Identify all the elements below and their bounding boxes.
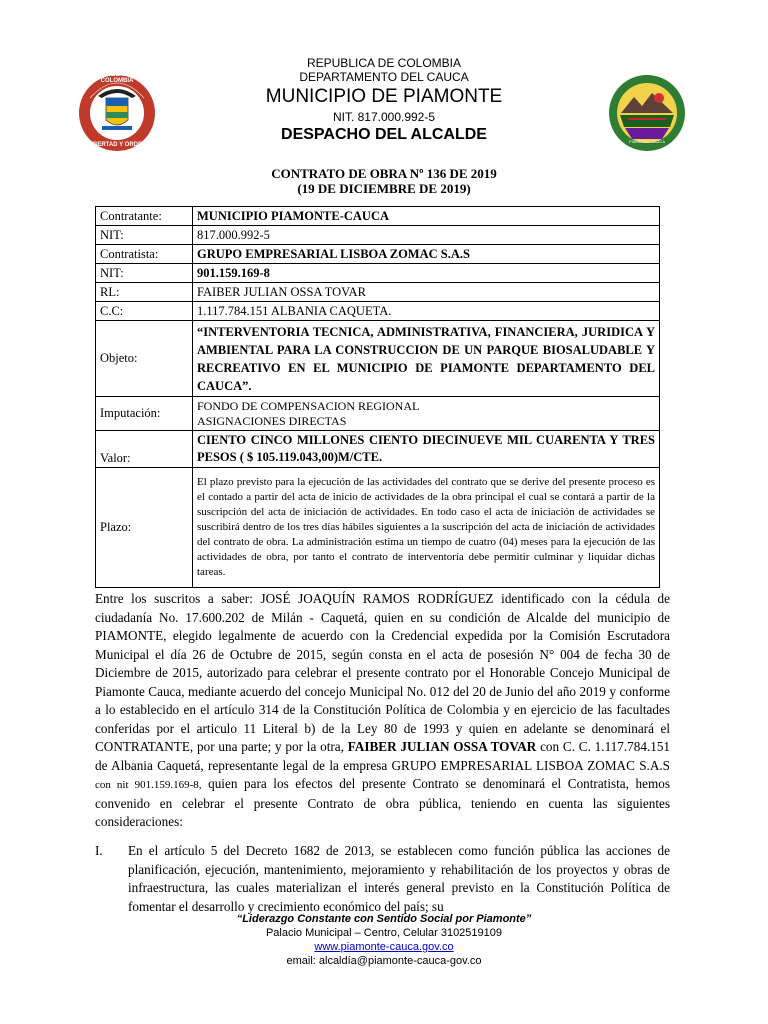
- body-text-part: con C. C. 1.117.784.151 de Albania Caquetá, representante legal de la empresa GRUPO EMPRESARIAL LISBOA ZOMAC S.A.S: [95, 739, 671, 773]
- table-label: Contratante:: [96, 207, 193, 226]
- table-label: Imputación:: [96, 397, 193, 431]
- table-value: 817.000.992-5: [193, 226, 660, 245]
- table-row: [96, 207, 660, 226]
- contract-date: (19 DE DICIEMBRE DE 2019): [297, 181, 471, 196]
- header-country: REPUBLICA DE COLOMBIA: [306, 56, 462, 70]
- table-value: 901.159.169-8: [193, 264, 660, 283]
- consideracion-item: [95, 842, 670, 916]
- imputacion-line: ASIGNACIONES DIRECTAS: [197, 413, 347, 428]
- table-label: NIT:: [96, 264, 193, 283]
- table-label: NIT:: [96, 226, 193, 245]
- table-label: Objeto:: [96, 321, 193, 397]
- imputacion-line: FONDO DE COMPENSACION REGIONAL: [197, 398, 420, 413]
- table-label: C.C:: [96, 302, 193, 321]
- footer-address: Palacio Municipal – Centro, Celular 3102519109: [265, 927, 503, 939]
- table-row: [96, 321, 660, 397]
- table-value: El plazo previsto para la ejecución de las actividades del contrato que se derive del presente proceso es el contado a partir del acta de inicio de actividades de la obra principal el cual se contará a partir de la suscripción del acta de iniciación de actividades. En todo caso el acta de iniciación de actividades se suscribirá dentro de los tres días hábiles siguientes a la suscripción del acta de iniciación de actividades del contrato de obra. La administración estima un tiempo de cuatro (04) meses para la ejecución de las actividades de obra, por tanto el contrato de interventoría debe permitir culminar y liquidar dichas tareas.: [193, 468, 660, 588]
- table-label: Contratista:: [96, 245, 193, 264]
- contract-info-table: [95, 206, 660, 588]
- table-value: MUNICIPIO PIAMONTE-CAUCA: [193, 207, 660, 226]
- seal-right-caption: PIAMONTE CAUCA: [628, 139, 665, 144]
- contract-title: CONTRATO DE OBRA Nº 136 DE 2019: [271, 166, 497, 181]
- footer-website-link[interactable]: www.piamonte-cauca.gov.co: [314, 941, 454, 953]
- table-value: “INTERVENTORIA TECNICA, ADMINISTRATIVA, FINANCIERA, JURIDICA Y AMBIENTAL PARA LA CONSTRUCCION DE UN PARQUE BIOSALUDABLE Y RECREATIVO EN EL MUNICIPIO DE PIAMONTE DEPARTAMENTO DEL CAUCA”.: [193, 321, 660, 397]
- contratista-name: FAIBER JULIAN OSSA TOVAR: [347, 739, 537, 754]
- body-text-part: Entre los suscritos a saber: JOSÉ JOAQUÍN RAMOS RODRÍGUEZ identificado con la cédula de ciudadanía No. 17.600.202 de Milán - Caquetá, quien en su condición de Alcalde del municipio de PIAMONTE, elegido legalmente de acuerdo con la Credencial expedida por la Comisión Escrutadora Municipal el día 26 de Octubre de 2015, según consta en el acta de posesión N° 004 de fecha 30 de Diciembre de 2015, autorizado para celebrar el presente contrato por el Honorable Concejo Municipal de Piamonte Cauca, mediante acuerdo del concejo Municipal No. 012 del 20 de Junio del año 2019 y conforme a lo establecido en el artículo 314 de la Constitución Política de Colombia y en ejercicio de las facultades conferidas por el articulo 11 Literal b) de la Ley 80 de 1993 y quien en adelante se denominará el CONTRATANTE, por una parte; y por la otra,: [95, 591, 670, 754]
- table-row: [96, 283, 660, 302]
- table-value: 1.117.784.151 ALBANIA CAQUETA.: [193, 302, 660, 321]
- body-text-part: quien para los efectos del presente Contrato se denominará el Contratista, hemos convenido en celebrar el presente Contrato de obra pública, teniendo en cuenta las siguientes consideraciones:: [95, 776, 670, 829]
- table-row: [96, 264, 660, 283]
- table-value: GRUPO EMPRESARIAL LISBOA ZOMAC S.A.S: [193, 245, 660, 264]
- body-nit-text: con nit 901.159.169-8,: [95, 779, 202, 791]
- header-nit: NIT. 817.000.992-5: [332, 110, 436, 124]
- seal-left-caption-top: REPUBLICA DE COLOMBIA: [94, 72, 140, 84]
- table-row: [96, 431, 660, 468]
- table-label: Valor:: [96, 431, 193, 468]
- footer-slogan: “Liderazgo Constante con Sentido Social por Piamonte”: [236, 913, 532, 925]
- header-department: DEPARTAMENTO DEL CAUCA: [299, 70, 469, 84]
- seal-left-caption-bottom: LIBERTAD Y ORDEN: [87, 142, 147, 148]
- page-footer: [0, 912, 768, 968]
- table-row: [96, 226, 660, 245]
- page-title: MUNICIPIO DE PIAMONTE: [265, 86, 503, 107]
- table-row: [96, 468, 660, 588]
- table-row: [96, 245, 660, 264]
- contract-body-paragraph: [95, 590, 670, 832]
- header-despacho: DESPACHO DEL ALCALDE: [281, 126, 487, 143]
- table-label: RL:: [96, 283, 193, 302]
- footer-email: email: alcaldía@piamonte-cauca-gov.co: [286, 955, 482, 967]
- table-value: [193, 397, 660, 431]
- body-paragraph: [95, 590, 670, 832]
- table-label: Plazo:: [96, 468, 193, 588]
- table-row: [96, 397, 660, 431]
- consideracion-text: En el artículo 5 del Decreto 1682 de 2013, se establecen como función pública las acciones de planificación, ejecución, mantenimiento, mejoramiento y rehabilitación de los proyectos y obras de infraestructura, las cuales materializan el interés general previsto en la Constitución Política de fomentar el desarrollo y crecimiento económico del país; su: [128, 843, 670, 914]
- table-row: [96, 302, 660, 321]
- table-value: FAIBER JULIAN OSSA TOVAR: [193, 283, 660, 302]
- table-value: CIENTO CINCO MILLONES CIENTO DIECINUEVE MIL CUARENTA Y TRES PESOS ( $ 105.119.043,00)M/CTE.: [193, 431, 660, 468]
- consideracion-number: I.: [95, 843, 103, 858]
